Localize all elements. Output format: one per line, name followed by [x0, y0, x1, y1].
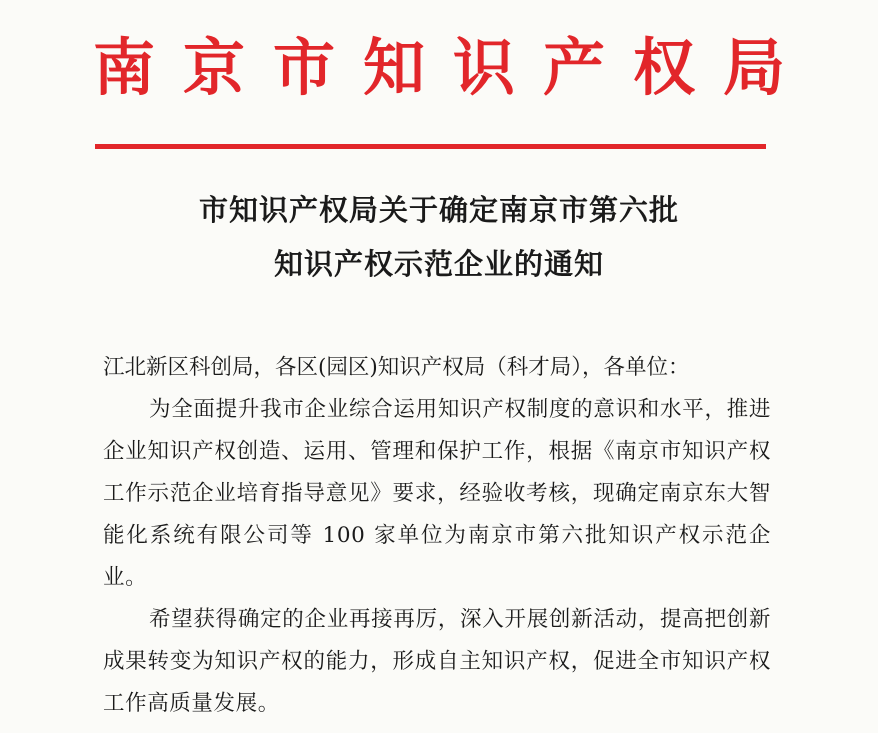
addressee-line: 江北新区科创局，各区(园区)知识产权局（科才局），各单位： — [103, 355, 690, 380]
notice-title-line2: 知识产权示范企业的通知 — [273, 247, 604, 281]
letterhead-red-rule — [95, 144, 766, 149]
body-paragraph-2: 希望获得确定的企业再接再厉，深入开展创新活动，提高把创新成果转变为知识产权的能力，形成自主知识产权，促进全市知识产权工作高质量发展。 — [103, 607, 771, 716]
notice-title-line1: 市知识产权局关于确定南京市第六批 — [198, 193, 679, 227]
body-paragraph-1: 为全面提升我市企业综合运用知识产权制度的意识和水平，推进企业知识产权创造、运用、管理和保护工作，根据《南京市知识产权工作示范企业培育指导意见》要求，经验收考核，现确定南京东大智能化系统有限公司等 100 家单位为南京市第六批知识产权示范企业。 — [103, 397, 771, 590]
issuer-letterhead: 南京市知识产权局 — [92, 31, 813, 104]
